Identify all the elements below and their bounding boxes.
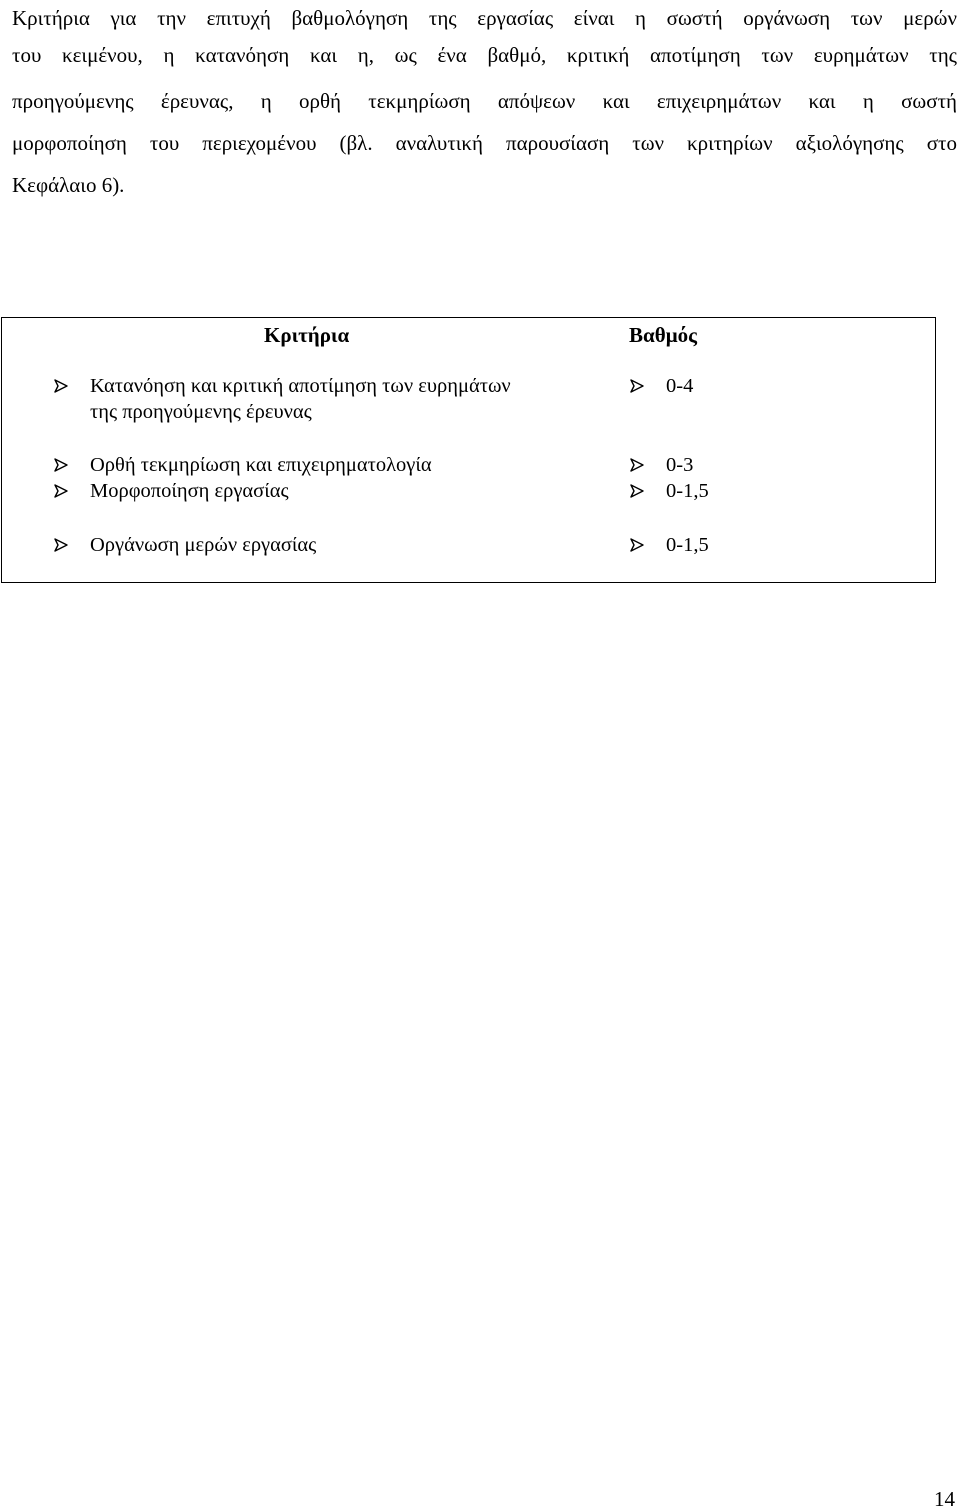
- grade-value: 0-3: [666, 454, 694, 476]
- grade-value: 0-1,5: [666, 480, 709, 502]
- paragraph-line: μορφοποίηση του περιεχομένου (βλ. αναλυτική παρουσίαση των κριτηρίων αξιολόγησης στο: [12, 131, 957, 155]
- paragraph-line: Κριτήρια για την επιτυχή βαθμολόγηση της εργασίας είναι η σωστή οργάνωση των μερών: [12, 6, 957, 30]
- grade-value: 0-1,5: [666, 534, 709, 556]
- criteria-header: Κριτήρια: [264, 323, 350, 347]
- paragraph-line: Κεφάλαιο 6).: [12, 173, 125, 197]
- arrowhead-bullet-icon: [630, 538, 644, 552]
- grade-header: Βαθμός: [629, 323, 697, 347]
- arrowhead-bullet-icon: [630, 484, 644, 498]
- arrowhead-bullet-icon: [54, 379, 68, 393]
- arrowhead-bullet-icon: [630, 379, 644, 393]
- paragraph-line: του κειμένου, η κατανόηση και η, ως ένα βαθμό, κριτική αποτίμηση των ευρημάτων της: [12, 43, 957, 67]
- criterion-text: Κατανόηση και κριτική αποτίμηση των ευρημάτων: [90, 375, 511, 397]
- arrowhead-bullet-icon: [630, 458, 644, 472]
- arrowhead-bullet-icon: [54, 484, 68, 498]
- criteria-table: [1, 317, 936, 583]
- criterion-text: Ορθή τεκμηρίωση και επιχειρηματολογία: [90, 454, 432, 476]
- grade-value: 0-4: [666, 375, 694, 397]
- arrowhead-bullet-icon: [54, 538, 68, 552]
- paragraph-line: προηγούμενης έρευνας, η ορθή τεκμηρίωση απόψεων και επιχειρημάτων και η σωστή: [12, 89, 957, 113]
- criterion-text: Οργάνωση μερών εργασίας: [90, 534, 317, 556]
- arrowhead-bullet-icon: [54, 458, 68, 472]
- criterion-text: της προηγούμενης έρευνας: [90, 401, 312, 423]
- page-number: 14: [934, 1487, 955, 1511]
- criterion-text: Μορφοποίηση εργασίας: [90, 480, 289, 502]
